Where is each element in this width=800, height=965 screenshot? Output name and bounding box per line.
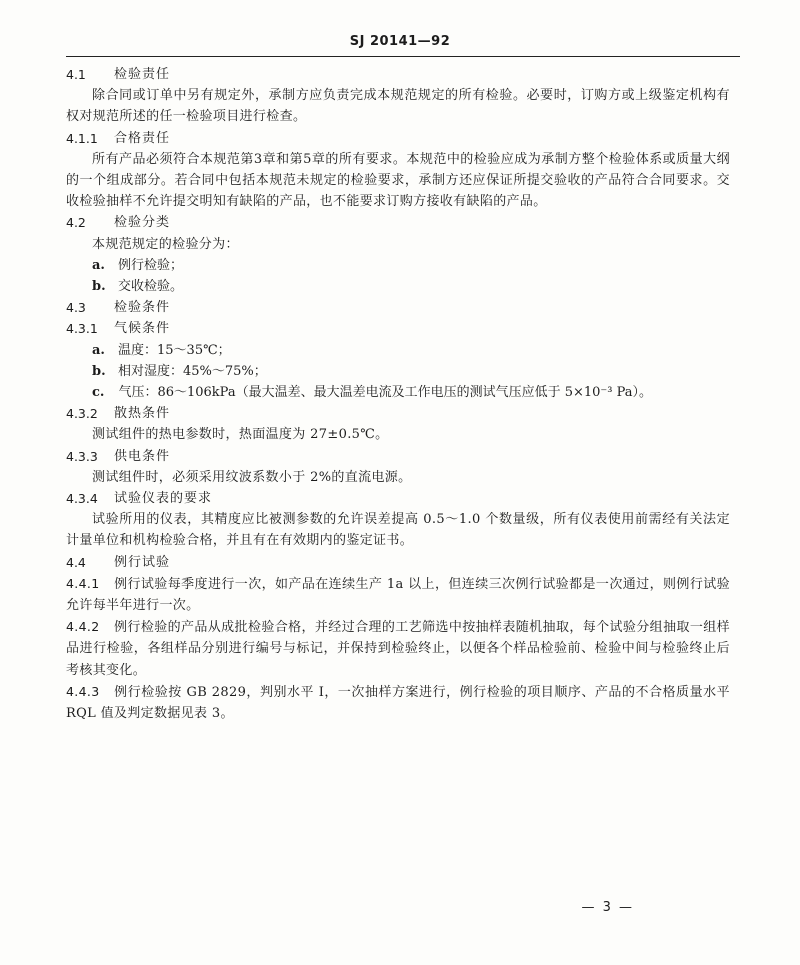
section-number: 4.2	[66, 215, 86, 231]
section-heading-4-1-1	[66, 128, 730, 149]
page-number: — 3 —	[581, 900, 634, 915]
section-heading-4-1	[66, 64, 730, 85]
section-title: 检验分类	[114, 215, 171, 231]
list-item-text: 相对湿度：45%～75%；	[118, 363, 267, 379]
list-item-text: 温度：15～35℃；	[118, 342, 231, 358]
section-number: 4.4.3	[66, 683, 100, 699]
section-number: 4.4.1	[66, 575, 100, 591]
list-item	[66, 340, 730, 361]
section-heading-4-3-2	[66, 403, 730, 424]
list-item-text: 气压：86～106kPa（最大温差、最大温差电流及工作电压的测试气压应低于 5×10⁻³ Pa）。	[118, 385, 653, 401]
section-number: 4.4	[66, 554, 86, 570]
list-item	[66, 382, 730, 403]
section-number: 4.4.2	[66, 619, 100, 635]
section-number: 4.1	[66, 67, 86, 82]
section-intro-4-2: 本规范规定的检验分为：	[92, 236, 239, 252]
section-paragraph-4-3-4: 试验所用的仪表，其精度应比被测参数的允许误差提高 0.5～1.0 个数量级，所有仪表使用前需经有关法定计量单位和机构检验合格，并且有在有效期内的鉴定证书。	[66, 512, 730, 549]
section-paragraph-4-1: 除合同或订单中另有规定外，承制方应负责完成本规范规定的所有检验。必要时，订购方或上级鉴定机构有权对规范所述的任一检验项目进行检查。	[66, 88, 730, 125]
list-item-text: 例行检验；	[118, 257, 184, 273]
section-paragraph-4-4-3	[66, 681, 730, 724]
section-title: 例行试验	[114, 554, 171, 570]
section-text: 例行检验的产品从成批检验合格，并经过合理的工艺筛选中按抽样表随机抽取，每个试验分组抽取一组样品进行检验，各组样品分别进行编号与标记，并保持到检验终止，以便各个样品检验前、检验中间与检验终止后考核其变化。	[66, 620, 730, 678]
section-heading-4-3-4	[66, 488, 730, 509]
standard-code-header: SJ 20141—92	[349, 34, 451, 49]
list-item	[66, 255, 730, 276]
list-marker: c.	[92, 385, 105, 401]
section-number: 4.1.1	[66, 130, 98, 146]
section-heading-4-3-1	[66, 318, 730, 339]
list-marker: a.	[92, 342, 105, 358]
section-paragraph-4-4-2	[66, 616, 730, 681]
section-title: 散热条件	[114, 406, 171, 422]
section-number: 4.3.3	[66, 448, 98, 464]
section-title: 检验条件	[114, 300, 171, 316]
section-title: 检验责任	[114, 67, 171, 82]
section-text: 例行检验按 GB 2829，判别水平 Ⅰ，一次抽样方案进行，例行检验的项目顺序、产品的不合格质量水平 RQL 值及判定数据见表 3。	[66, 684, 730, 722]
section-heading-4-2	[66, 212, 730, 233]
section-paragraph-4-3-3: 测试组件时，必须采用纹波系数小于 2%的直流电源。	[92, 469, 412, 485]
section-title: 供电条件	[114, 448, 171, 464]
section-number: 4.3.4	[66, 491, 98, 507]
document-body	[66, 64, 730, 724]
list-marker: a.	[92, 257, 105, 273]
list-item-text: 交收检验。	[118, 279, 184, 295]
section-title: 气候条件	[114, 321, 171, 337]
list-item	[66, 276, 730, 297]
section-paragraph-4-1-1: 所有产品必须符合本规范第3章和第5章的所有要求。本规范中的检验应成为承制方整个检验体系或质量大纲的一个组成部分。若合同中包括本规范未规定的检验要求，承制方还应保证所提交验收的产品符合合同要求。交收检验抽样不允许提交明知有缺陷的产品，也不能要求订购方接收有缺陷的产品。	[66, 151, 730, 210]
section-paragraph-4-4-1	[66, 573, 730, 616]
section-heading-4-4	[66, 552, 730, 573]
section-title: 试验仪表的要求	[114, 491, 213, 507]
list-marker: b.	[92, 363, 106, 379]
section-title: 合格责任	[114, 130, 171, 146]
section-heading-4-3-3	[66, 446, 730, 467]
section-number: 4.3.1	[66, 321, 98, 337]
section-number: 4.3.2	[66, 406, 98, 422]
section-heading-4-3	[66, 297, 730, 318]
section-paragraph-4-3-2: 测试组件的热电参数时，热面温度为 27±0.5℃。	[92, 427, 389, 443]
list-item	[66, 361, 730, 382]
section-text: 例行试验每季度进行一次，如产品在连续生产 1a 以上，但连续三次例行试验都是一次通过，则例行试验允许每半年进行一次。	[66, 576, 730, 614]
section-number: 4.3	[66, 300, 86, 316]
header-rule	[66, 56, 740, 57]
list-marker: b.	[92, 279, 106, 295]
